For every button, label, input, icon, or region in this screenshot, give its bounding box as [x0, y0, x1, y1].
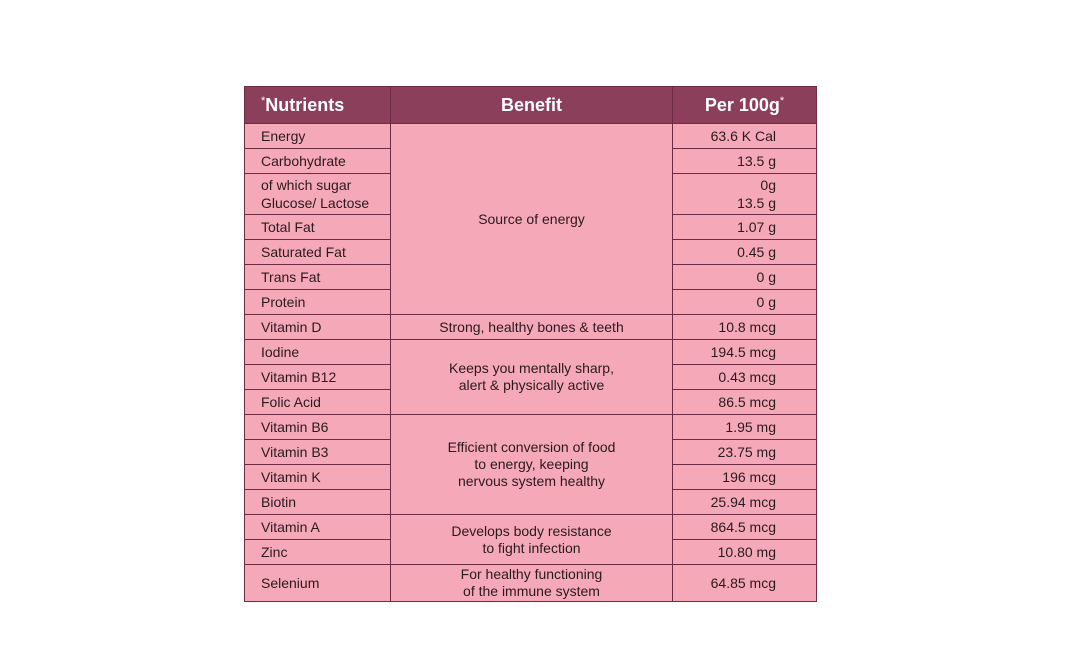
benefit-immune-line1: For healthy functioning: [460, 566, 603, 582]
value-saturated-fat: 0.45 g: [673, 240, 817, 265]
value-sugar-b: 13.5 g: [737, 195, 776, 211]
benefit-immune-line2: of the immune system: [463, 583, 600, 599]
nutrient-protein: Protein: [245, 290, 391, 315]
value-biotin: 25.94 mcg: [673, 490, 817, 515]
nutrient-zinc: Zinc: [245, 540, 391, 565]
value-zinc: 10.80 mg: [673, 540, 817, 565]
nutrient-glucose-label: Glucose/ Lactose: [261, 195, 370, 211]
value-iodine: 194.5 mcg: [673, 340, 817, 365]
nutrient-vitamin-b12: Vitamin B12: [245, 365, 391, 390]
nutrient-vitamin-a: Vitamin A: [245, 515, 391, 540]
table-row: [245, 315, 817, 340]
value-carbohydrate: 13.5 g: [673, 149, 817, 174]
nutrient-trans-fat: Trans Fat: [245, 265, 391, 290]
nutrient-energy: Energy: [245, 124, 391, 149]
table-header-row: [245, 87, 817, 124]
value-vitamin-a: 864.5 mcg: [673, 515, 817, 540]
benefit-bones: Strong, healthy bones & teeth: [391, 315, 673, 340]
nutrient-total-fat: Total Fat: [245, 215, 391, 240]
value-sugar-a: 0g: [760, 177, 776, 193]
benefit-mental-line2: alert & physically active: [458, 377, 605, 393]
benefit-mental-line1: Keeps you mentally sharp,: [449, 360, 614, 376]
value-sugar: [673, 174, 817, 215]
value-vitamin-b6: 1.95 mg: [673, 415, 817, 440]
value-trans-fat: 0 g: [673, 265, 817, 290]
benefit-conversion-line2: to energy, keeping: [474, 456, 589, 472]
benefit-energy: Source of energy: [391, 124, 673, 315]
benefit-immune: [391, 565, 673, 602]
value-total-fat: 1.07 g: [673, 215, 817, 240]
value-vitamin-b3: 23.75 mg: [673, 440, 817, 465]
nutrient-biotin: Biotin: [245, 490, 391, 515]
nutrient-iodine: Iodine: [245, 340, 391, 365]
value-vitamin-b12: 0.43 mcg: [673, 365, 817, 390]
table-row: [245, 565, 817, 602]
header-benefit: Benefit: [391, 87, 673, 124]
nutrition-table-container: [244, 86, 816, 602]
nutrient-vitamin-b3: Vitamin B3: [245, 440, 391, 465]
nutrient-folic-acid: Folic Acid: [245, 390, 391, 415]
benefit-mental: [391, 340, 673, 415]
nutrient-saturated-fat: Saturated Fat: [245, 240, 391, 265]
value-vitamin-d: 10.8 mcg: [673, 315, 817, 340]
table-row: [245, 124, 817, 149]
benefit-resistance-line2: to fight infection: [482, 539, 581, 556]
header-nutrients: *Nutrients: [245, 87, 391, 124]
benefit-resistance-line1: Develops body resistance: [451, 522, 612, 539]
nutrient-carbohydrate: Carbohydrate: [245, 149, 391, 174]
value-selenium: 64.85 mcg: [673, 565, 817, 602]
header-per-100g: Per 100g*: [673, 87, 817, 124]
table-row: [245, 415, 817, 440]
value-protein: 0 g: [673, 290, 817, 315]
value-vitamin-k: 196 mcg: [673, 465, 817, 490]
nutrient-vitamin-k: Vitamin K: [245, 465, 391, 490]
value-energy: 63.6 K Cal: [673, 124, 817, 149]
nutrition-table: [244, 86, 817, 602]
nutrient-selenium: Selenium: [245, 565, 391, 602]
nutrient-vitamin-d: Vitamin D: [245, 315, 391, 340]
benefit-conversion-line1: Efficient conversion of food: [447, 439, 616, 455]
nutrient-vitamin-b6: Vitamin B6: [245, 415, 391, 440]
nutrient-sugar-label: of which sugar: [261, 177, 352, 193]
benefit-resistance: [391, 515, 673, 565]
table-row: [245, 340, 817, 365]
table-row: [245, 515, 817, 540]
benefit-conversion-line3: nervous system healthy: [457, 473, 606, 489]
nutrient-sugar: [245, 174, 391, 215]
value-folic-acid: 86.5 mcg: [673, 390, 817, 415]
benefit-conversion: [391, 415, 673, 515]
